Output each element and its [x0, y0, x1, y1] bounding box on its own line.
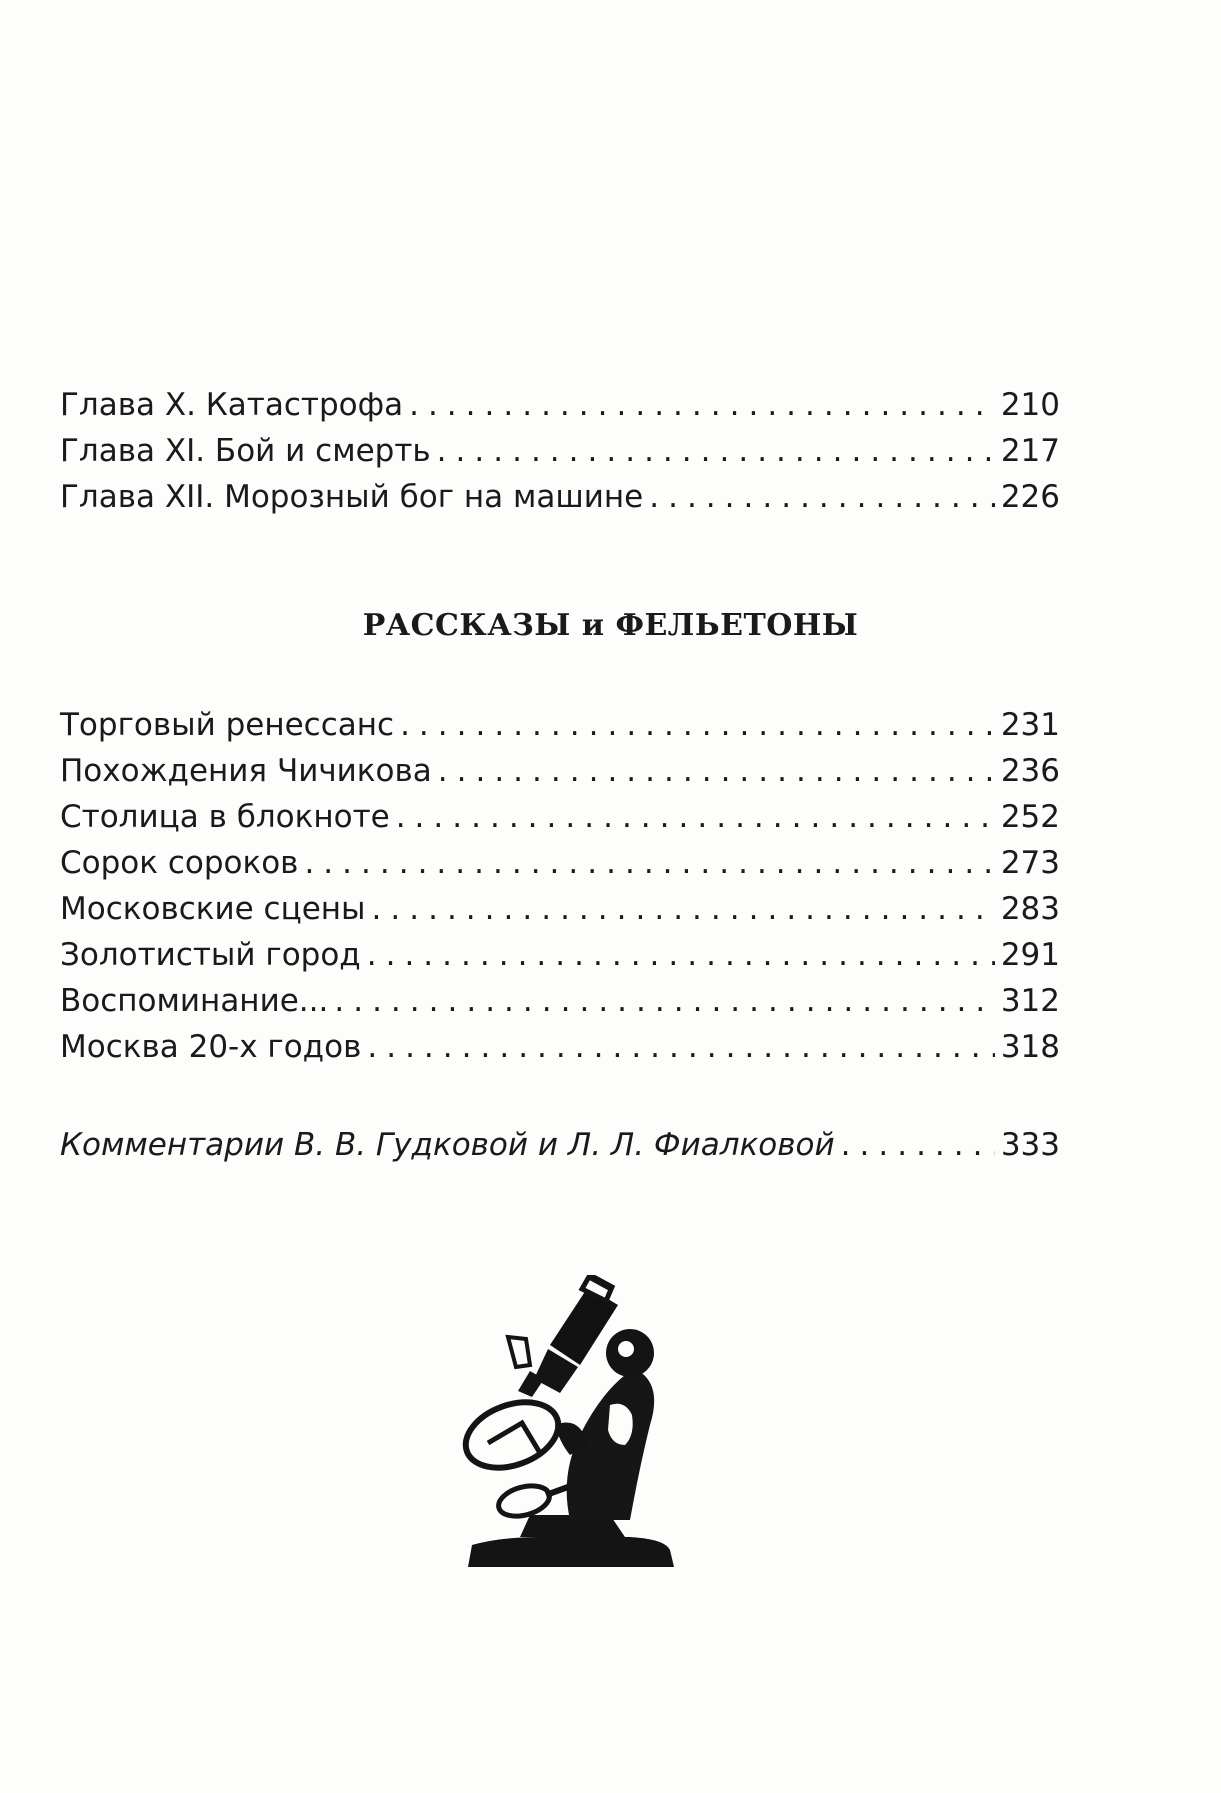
- toc-entry-page: 252: [1000, 799, 1060, 835]
- toc-leader-dots: [409, 382, 995, 428]
- toc-leader-dots: [841, 1122, 995, 1168]
- toc-entry-page: 273: [1000, 845, 1060, 881]
- toc-entry-comments: [60, 1122, 1060, 1168]
- toc-entry: [60, 1024, 1060, 1070]
- toc-entry-title: Глава X. Катастрофа: [60, 387, 404, 423]
- toc-entry-page: 333: [1000, 1127, 1060, 1163]
- toc-entry-title: Столица в блокноте: [60, 799, 390, 835]
- toc-entry-page: 226: [1000, 479, 1060, 515]
- toc-entry: [60, 702, 1060, 748]
- toc-leader-dots: [437, 428, 995, 474]
- toc-entry: [60, 382, 1060, 428]
- toc-entry-title: Москва 20-х годов: [60, 1029, 362, 1065]
- toc-entry-title: Воспоминание...: [60, 983, 329, 1019]
- toc-entry-page: 291: [1000, 937, 1060, 973]
- toc-entry-title: Комментарии В. В. Гудковой и Л. Л. Фиалковой: [60, 1127, 835, 1163]
- toc-chapters: [60, 382, 1060, 520]
- toc-entry-page: 318: [1000, 1029, 1060, 1065]
- toc-entry: [60, 748, 1060, 794]
- toc-leader-dots: [367, 1024, 994, 1070]
- toc-leader-dots: [334, 978, 994, 1024]
- toc-entry-title: Золотистый город: [60, 937, 361, 973]
- toc-entry: [60, 886, 1060, 932]
- toc-entry-page: 210: [1000, 387, 1060, 423]
- microscope-icon: [460, 1275, 720, 1575]
- toc-leader-dots: [372, 886, 995, 932]
- toc-entry-page: 217: [1000, 433, 1060, 469]
- toc-entry: [60, 840, 1060, 886]
- toc-entry: [60, 794, 1060, 840]
- toc-entry-page: 231: [1000, 707, 1060, 743]
- toc-entry: [60, 474, 1060, 520]
- toc-leader-dots: [438, 748, 995, 794]
- section-heading: РАССКАЗЫ и ФЕЛЬЕТОНЫ: [362, 608, 859, 643]
- toc-leader-dots: [649, 474, 995, 520]
- toc-entry: [60, 932, 1060, 978]
- toc-entry-page: 236: [1000, 753, 1060, 789]
- toc-entry: [60, 428, 1060, 474]
- toc-entry-page: 283: [1000, 891, 1060, 927]
- toc-entry-page: 312: [1000, 983, 1060, 1019]
- toc-leader-dots: [367, 932, 995, 978]
- toc-comments: [60, 1122, 1060, 1168]
- toc-entry-title: Московские сцены: [60, 891, 366, 927]
- toc-entry-title: Глава XI. Бой и смерть: [60, 433, 431, 469]
- toc-stories: [60, 702, 1060, 1070]
- toc-entry: [60, 978, 1060, 1024]
- toc-leader-dots: [400, 702, 995, 748]
- toc-entry-title: Торговый ренессанс: [60, 707, 395, 743]
- toc-entry-title: Глава XII. Морозный бог на машине: [60, 479, 644, 515]
- toc-entry-title: Сорок сороков: [60, 845, 299, 881]
- toc-leader-dots: [396, 794, 995, 840]
- toc-leader-dots: [304, 840, 994, 886]
- toc-entry-title: Похождения Чичикова: [60, 753, 432, 789]
